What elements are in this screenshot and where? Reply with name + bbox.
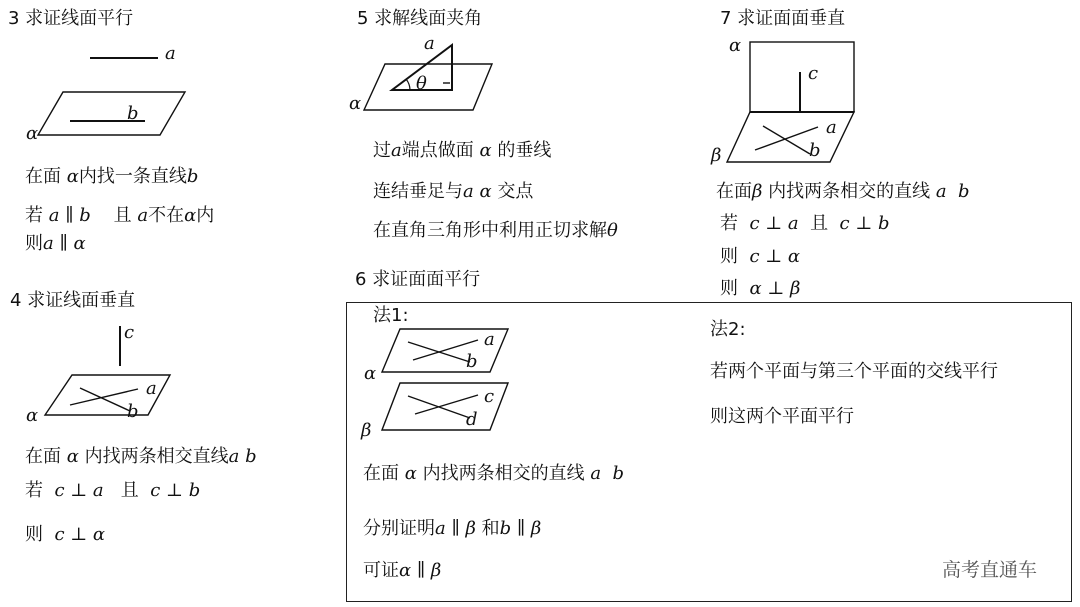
sec5-label-alpha: α bbox=[349, 93, 362, 114]
sec5-title: 5 求解线面夹角 bbox=[357, 8, 483, 29]
sec6-line1: 在面 α 内找两条相交的直线 a b bbox=[363, 463, 625, 484]
sec3-label-alpha: α bbox=[26, 123, 39, 144]
sec4-label-c: c bbox=[124, 322, 135, 343]
sec7-line4: 则 α ⊥ β bbox=[720, 278, 801, 299]
sec4-label-alpha: α bbox=[26, 405, 39, 426]
sec6-label-d: d bbox=[466, 409, 478, 430]
sec6-label-c: c bbox=[484, 386, 495, 407]
sec7-label-c: c bbox=[808, 63, 819, 84]
sec3-line1: 在面 α内找一条直线b bbox=[25, 166, 199, 187]
sec6-method2-label: 法2: bbox=[710, 319, 746, 340]
sec5-label-theta: θ bbox=[416, 73, 427, 94]
sec4-title: 4 求证线面垂直 bbox=[10, 290, 136, 311]
sec6-title: 6 求证面面平行 bbox=[355, 269, 481, 290]
watermark: 高考直通车 bbox=[942, 559, 1038, 581]
sec6-line2: 分别证明a ∥ β 和b ∥ β bbox=[363, 518, 542, 539]
sec7-line3: 则 c ⊥ α bbox=[720, 246, 801, 267]
sec5-line1: 过a端点做面 α 的垂线 bbox=[373, 140, 552, 161]
sec4-line-b bbox=[80, 388, 130, 411]
sec5-line3: 在直角三角形中利用正切求解θ bbox=[373, 220, 618, 241]
sec4-label-b: b bbox=[127, 401, 139, 422]
sec3-label-b: b bbox=[127, 103, 139, 124]
sec5-plane-alpha bbox=[364, 64, 492, 110]
sec4-line2: 若 c ⊥ a 且 c ⊥ b bbox=[25, 480, 201, 501]
sec3-label-a: a bbox=[165, 43, 176, 64]
sec7-label-beta: β bbox=[711, 145, 722, 166]
sec3-plane-alpha bbox=[38, 92, 185, 135]
sec6-method2-line2: 则这两个平面平行 bbox=[710, 406, 854, 427]
sec4-line1: 在面 α 内找两条相交直线a b bbox=[25, 446, 257, 467]
sec6-line3: 可证α ∥ β bbox=[363, 560, 442, 581]
sec6-label-beta: β bbox=[361, 420, 372, 441]
sec7-label-b: b bbox=[809, 140, 821, 161]
sec7-line1: 在面β 内找两条相交的直线 a b bbox=[716, 181, 970, 202]
sec5-label-a: a bbox=[424, 33, 435, 54]
sec7-line2: 若 c ⊥ a 且 c ⊥ b bbox=[720, 213, 890, 234]
sec7-plane-alpha bbox=[750, 42, 854, 112]
sec4-line3: 则 c ⊥ α bbox=[25, 524, 106, 545]
sec3-title: 3 求证线面平行 bbox=[8, 8, 134, 29]
sec6-label-alpha: α bbox=[364, 363, 377, 384]
sec7-line-b bbox=[763, 126, 810, 154]
sec6-label-a: a bbox=[484, 329, 495, 350]
sec6-method2-line1: 若两个平面与第三个平面的交线平行 bbox=[710, 361, 998, 382]
sec5-line2: 连结垂足与a α 交点 bbox=[373, 181, 534, 202]
sec3-line3: 则a ∥ α bbox=[25, 233, 86, 254]
sec3-line2: 若 a ∥ b 且 a不在α内 bbox=[25, 205, 215, 226]
sec7-label-a: a bbox=[826, 117, 837, 138]
sec6-method1-label: 法1: bbox=[373, 305, 409, 326]
sec7-label-alpha: α bbox=[729, 35, 742, 56]
sec4-label-a: a bbox=[146, 378, 157, 399]
sec5-angle-arc bbox=[406, 79, 410, 90]
sec7-title: 7 求证面面垂直 bbox=[720, 8, 846, 29]
sec6-label-b: b bbox=[466, 351, 478, 372]
